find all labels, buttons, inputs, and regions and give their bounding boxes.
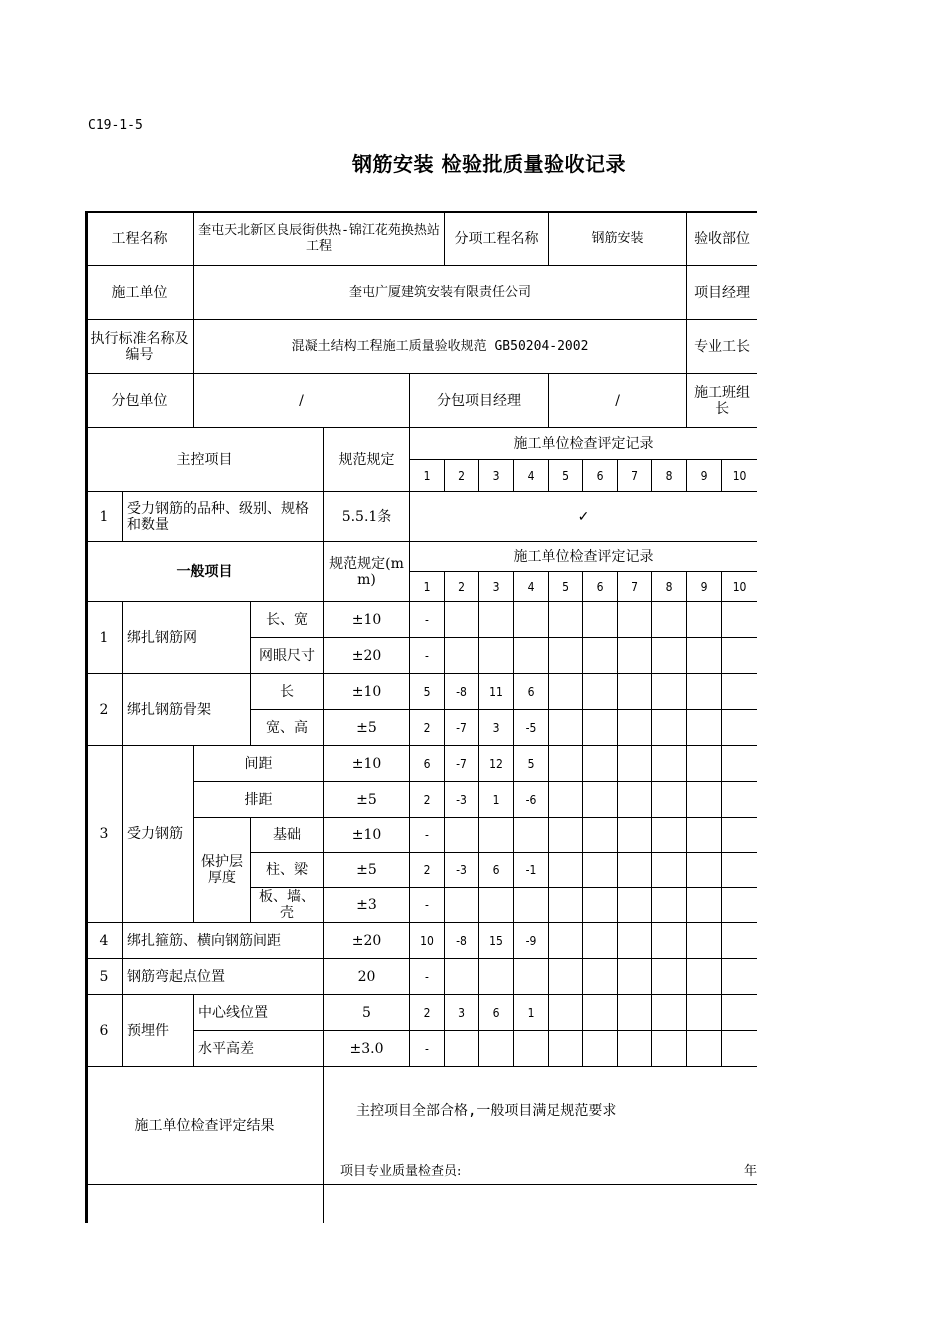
- column-number: 4: [514, 572, 549, 602]
- measure-cell: 15: [479, 923, 514, 959]
- general-header: [86, 542, 758, 572]
- column-number: 9: [687, 460, 722, 492]
- measure-cell: -6: [514, 782, 549, 818]
- column-number: 6: [583, 460, 618, 492]
- subitem-value: 钢筋安装: [549, 212, 687, 266]
- main-control-spec-label: 规范规定: [324, 428, 410, 492]
- item-number: 1: [86, 492, 123, 542]
- item-number: 4: [86, 923, 123, 959]
- measure-cell: -: [410, 1031, 445, 1067]
- sub-item-name: 宽、高: [251, 710, 324, 746]
- item-spec: ±3: [324, 888, 410, 923]
- measure-cell: -: [410, 959, 445, 995]
- column-number: 2: [445, 572, 479, 602]
- protective-layer-label: 保护层厚度: [194, 818, 251, 923]
- item-spec: ±10: [324, 746, 410, 782]
- item-spec: ±10: [324, 602, 410, 638]
- item-number: 1: [86, 602, 123, 674]
- contractor-value: 奎屯广厦建筑安装有限责任公司: [194, 266, 687, 320]
- measure-cell: -3: [445, 853, 479, 888]
- item-spec: 5: [324, 995, 410, 1031]
- item-spec: ±10: [324, 674, 410, 710]
- team-leader-label: 施工班组长: [687, 374, 757, 428]
- measure-cell: 3: [445, 995, 479, 1031]
- general-row: [86, 746, 758, 782]
- item-spec: 5.5.1条: [324, 492, 410, 542]
- contractor-label: 施工单位: [86, 266, 194, 320]
- main-control-label: 主控项目: [86, 428, 324, 492]
- item-spec: ±5: [324, 782, 410, 818]
- column-number: 3: [479, 572, 514, 602]
- header-row-project: [86, 212, 758, 266]
- foreman-label: 专业工长: [687, 320, 757, 374]
- header-row-subcontract: [86, 374, 758, 428]
- measure-cell: 5: [514, 746, 549, 782]
- sub-unit-label: 分包单位: [86, 374, 194, 428]
- project-name-value: 奎屯天北新区良辰街供热-锦江花苑换热站工程: [194, 212, 445, 266]
- sub-item-name: 长、宽: [251, 602, 324, 638]
- item-name: 绑扎钢筋网: [123, 602, 251, 674]
- table-outer-left-border: [85, 211, 88, 1223]
- column-number: 5: [549, 460, 583, 492]
- general-row: [86, 959, 758, 995]
- form-code: C19-1-5: [88, 118, 143, 133]
- sub-item-name: 长: [251, 674, 324, 710]
- item-result-check: ✓: [410, 492, 758, 542]
- measure-cell: 3: [479, 710, 514, 746]
- column-number: 4: [514, 460, 549, 492]
- measure-cell: 5: [410, 674, 445, 710]
- measure-cell: -: [410, 818, 445, 853]
- subitem-label: 分项工程名称: [445, 212, 549, 266]
- measure-cell: -1: [514, 853, 549, 888]
- measure-cell: 2: [410, 782, 445, 818]
- column-number: 1: [410, 572, 445, 602]
- column-number: 7: [618, 460, 652, 492]
- item-number: 2: [86, 674, 123, 746]
- general-label: 一般项目: [86, 542, 324, 602]
- measure-cell: -5: [514, 710, 549, 746]
- standard-value: 混凝土结构工程施工质量验收规范 GB50204-2002: [194, 320, 687, 374]
- column-number: 8: [652, 460, 687, 492]
- item-name: 钢筋弯起点位置: [123, 959, 324, 995]
- measure-cell: 2: [410, 853, 445, 888]
- item-spec: ±5: [324, 710, 410, 746]
- item-number: 6: [86, 995, 123, 1067]
- sub-item-name: 中心线位置: [194, 995, 324, 1031]
- main-control-header: [86, 428, 758, 460]
- measure-cell: 6: [410, 746, 445, 782]
- general-record-label: 施工单位检查评定记录: [410, 542, 758, 572]
- measure-cell: -: [410, 888, 445, 923]
- measure-cell: -3: [445, 782, 479, 818]
- column-number: 6: [583, 572, 618, 602]
- item-name: 受力钢筋的品种、级别、规格和数量: [123, 492, 324, 542]
- sub-item-name: 水平高差: [194, 1031, 324, 1067]
- result-text: 主控项目全部合格,一般项目满足规范要求: [356, 1103, 617, 1119]
- general-spec-label: 规范规定(mm): [324, 542, 410, 602]
- sub-item-name: 基础: [251, 818, 324, 853]
- supervision-label-area: [86, 1185, 324, 1224]
- general-row: [86, 674, 758, 710]
- item-spec: ±20: [324, 638, 410, 674]
- column-number: 2: [445, 460, 479, 492]
- standard-label: 执行标准名称及编号: [86, 320, 194, 374]
- table-outer-top-border: [85, 211, 757, 213]
- date-label: 年: [744, 1164, 758, 1179]
- item-name: 绑扎钢筋骨架: [123, 674, 251, 746]
- column-number: 9: [687, 572, 722, 602]
- column-number: 10: [722, 572, 757, 602]
- result-label: 施工单位检查评定结果: [86, 1067, 324, 1185]
- item-number: 3: [86, 746, 123, 923]
- column-number: 10: [722, 460, 757, 492]
- measure-cell: 10: [410, 923, 445, 959]
- inspection-sheet: [85, 211, 757, 1223]
- main-control-item: [86, 492, 758, 542]
- header-row-contractor: [86, 266, 758, 320]
- pm-label: 项目经理: [687, 266, 757, 320]
- sub-item-name: 网眼尺寸: [251, 638, 324, 674]
- measure-cell: -7: [445, 710, 479, 746]
- measure-cell: 1: [479, 782, 514, 818]
- measure-cell: 6: [514, 674, 549, 710]
- sub-item-name: 排距: [194, 782, 324, 818]
- item-number: 5: [86, 959, 123, 995]
- column-number: 7: [618, 572, 652, 602]
- column-number: 5: [549, 572, 583, 602]
- measure-cell: 2: [410, 995, 445, 1031]
- column-number: 1: [410, 460, 445, 492]
- item-name: 绑扎箍筋、横向钢筋间距: [123, 923, 324, 959]
- sub-item-name: 板、墙、壳: [251, 888, 324, 923]
- measure-cell: -8: [445, 674, 479, 710]
- measure-cell: -: [410, 638, 445, 674]
- sub-pm-label: 分包项目经理: [410, 374, 549, 428]
- item-spec: ±10: [324, 818, 410, 853]
- column-number: 8: [652, 572, 687, 602]
- item-spec: 20: [324, 959, 410, 995]
- supervision-area: [324, 1185, 758, 1224]
- item-spec: ±3.0: [324, 1031, 410, 1067]
- acceptance-part-label: 验收部位: [687, 212, 757, 266]
- item-name: 预埋件: [123, 995, 194, 1067]
- measure-cell: -8: [445, 923, 479, 959]
- measure-cell: 2: [410, 710, 445, 746]
- sub-pm-value: /: [549, 374, 687, 428]
- item-spec: ±5: [324, 853, 410, 888]
- measure-cell: 11: [479, 674, 514, 710]
- inspection-table: [85, 211, 757, 1223]
- measure-cell: 6: [479, 853, 514, 888]
- supervision-row: [86, 1185, 758, 1224]
- measure-cell: -9: [514, 923, 549, 959]
- general-row: [86, 995, 758, 1031]
- general-row: [86, 923, 758, 959]
- main-control-record-label: 施工单位检查评定记录: [410, 428, 758, 460]
- sub-unit-value: /: [194, 374, 410, 428]
- measure-cell: -7: [445, 746, 479, 782]
- column-number: 3: [479, 460, 514, 492]
- measure-cell: 6: [479, 995, 514, 1031]
- header-row-standard: [86, 320, 758, 374]
- sub-item-name: 柱、梁: [251, 853, 324, 888]
- measure-cell: 12: [479, 746, 514, 782]
- measure-cell: -: [410, 602, 445, 638]
- general-row: [86, 602, 758, 638]
- project-name-label: 工程名称: [86, 212, 194, 266]
- measure-cell: 1: [514, 995, 549, 1031]
- sub-item-name: 间距: [194, 746, 324, 782]
- inspector-label: 项目专业质量检查员:: [340, 1164, 462, 1179]
- item-name: 受力钢筋: [123, 746, 194, 923]
- page-title: 钢筋安装 检验批质量验收记录: [352, 152, 626, 176]
- item-spec: ±20: [324, 923, 410, 959]
